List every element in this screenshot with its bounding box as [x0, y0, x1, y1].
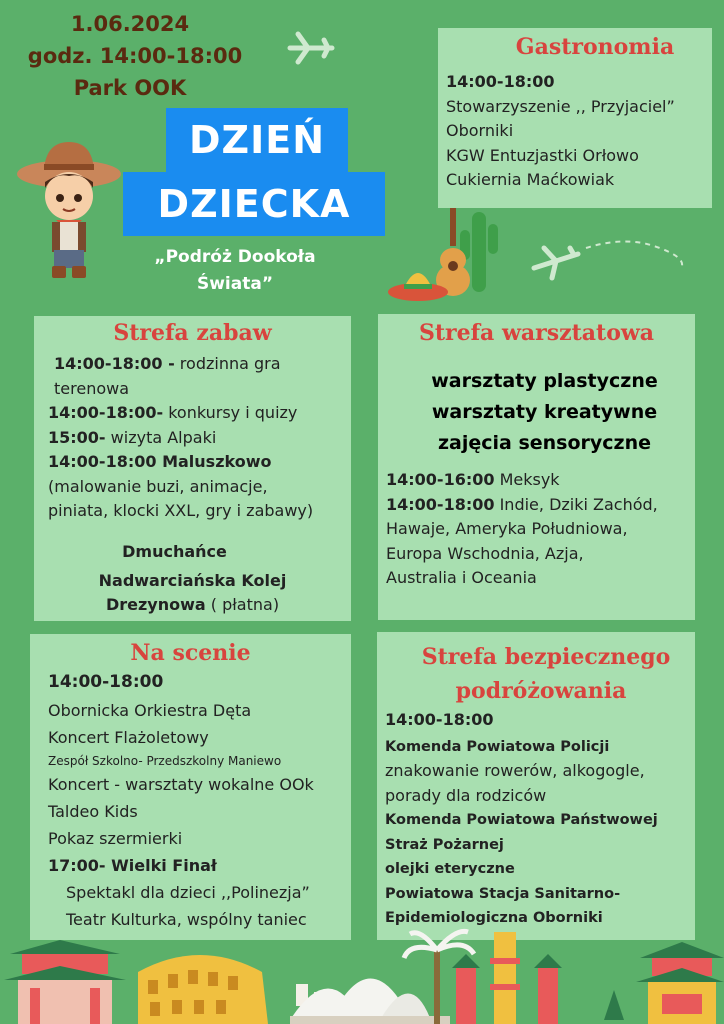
- strefa-bezpieczenstwa-section: [377, 632, 695, 940]
- na-scenie-section: [30, 634, 351, 940]
- cowboy-boy-illustration: [14, 136, 124, 281]
- zabaw-item-1: 14:00-18:00 - rodzinna gra: [54, 354, 281, 373]
- subtitle-line-2: Świata”: [196, 274, 274, 294]
- strefa-warsztatowa-section: [378, 314, 695, 620]
- na-scenie-heading: Na scenie: [130, 640, 251, 666]
- workshop-type-2: warsztaty kreatywne: [431, 401, 658, 423]
- gastronomia-time: 14:00-18:00: [446, 72, 555, 91]
- zabaw-item-4-desc-1: (malowanie buzi, animacje,: [48, 476, 268, 496]
- safety-org-2-cont: Straż Pożarnej: [385, 836, 504, 853]
- stage-act-2-performer: Zespół Szkolno- Przedszkolny Maniewo: [48, 753, 282, 768]
- gastronomia-vendor-2: KGW Entuzjastki Orłowo: [446, 145, 639, 165]
- safety-org-1: Komenda Powiatowa Policji: [385, 738, 610, 755]
- zabaw-item-3: 15:00- wizyta Alpaki: [48, 427, 217, 447]
- strefa-zabaw-heading: Strefa zabaw: [113, 320, 272, 346]
- zabaw-item-4-desc-2: piniata, klocki XXL, gry i zabawy): [48, 501, 314, 520]
- bezpieczenstwa-heading-1: Strefa bezpiecznego: [421, 644, 671, 670]
- workshop-schedule-1: 14:00-16:00 Meksyk: [386, 470, 560, 489]
- stage-finale: 17:00- Wielki Finał: [48, 855, 217, 875]
- safety-org-3-cont: Epidemiologiczna Oborniki: [385, 910, 603, 926]
- zabaw-item-1-cont: terenowa: [54, 378, 130, 398]
- event-time: godz. 14:00-18:00: [27, 44, 243, 68]
- gastronomia-vendor-1: Stowarzyszenie ,, Przyjaciel”: [446, 96, 675, 116]
- workshop-type-3: zajęcia sensoryczne: [437, 432, 652, 454]
- airplane-icon: [286, 28, 336, 68]
- zabaw-item-4: 14:00-18:00 Maluszkowo: [48, 452, 272, 471]
- zabaw-item-5: Dmuchańce: [122, 542, 227, 561]
- stage-act-1: Obornicka Orkiestra Dęta: [48, 700, 252, 720]
- stage-act-2: Koncert Flażoletowy: [48, 727, 209, 747]
- stage-act-3: Koncert - warsztaty wokalne OOk: [48, 774, 314, 794]
- strefa-zabaw-section: [34, 316, 351, 621]
- event-place: Park OOK: [73, 76, 187, 100]
- bezpieczenstwa-heading-2: podróżowania: [455, 678, 627, 704]
- gastronomia-vendor-1b: Oborniki: [446, 121, 514, 140]
- safety-org-2-desc: olejki eteryczne: [385, 861, 515, 877]
- stage-act-4: Taldeo Kids: [48, 801, 138, 821]
- safety-org-1-desc-1: znakowanie rowerów, alkogogle,: [385, 761, 645, 780]
- workshop-type-1: warsztaty plastyczne: [431, 370, 658, 392]
- title-line-2: DZIECKA: [123, 172, 385, 236]
- safety-time: 14:00-18:00: [385, 710, 494, 729]
- flight-path-decoration: [584, 236, 684, 276]
- workshop-schedule-2c: Europa Wschodnia, Azja,: [386, 543, 584, 563]
- stage-time: 14:00-18:00: [48, 672, 164, 692]
- event-date: 1.06.2024: [70, 12, 190, 36]
- safety-org-2: Komenda Powiatowa Państwowej: [385, 812, 658, 828]
- safety-org-3: Powiatowa Stacja Sanitarno-: [385, 885, 621, 902]
- gastronomia-section: [438, 28, 712, 208]
- stage-finale-detail-2: Teatr Kulturka, wspólny taniec: [66, 909, 307, 929]
- strefa-warsztatowa-heading: Strefa warsztatowa: [418, 320, 655, 346]
- sombrero-guitar-cactus-illustration: [388, 196, 508, 308]
- workshop-schedule-2d: Australia i Oceania: [386, 568, 537, 587]
- safety-org-1-desc-2: porady dla rodziców: [385, 785, 547, 805]
- title-line-1: DZIEŃ: [166, 108, 348, 172]
- stage-finale-detail-1: Spektakl dla dzieci ,,Polinezja”: [66, 882, 310, 902]
- zabaw-item-6: Nadwarciańska Kolej: [98, 570, 287, 590]
- subtitle-line-1: „Podróż Dookoła: [154, 247, 316, 267]
- airplane-icon: [530, 242, 584, 282]
- world-landmarks-illustration: [0, 928, 724, 1024]
- zabaw-item-2: 14:00-18:00- konkursy i quizy: [48, 403, 298, 422]
- gastronomia-heading: Gastronomia: [515, 34, 675, 60]
- stage-act-5: Pokaz szermierki: [48, 828, 183, 848]
- zabaw-item-6-cont: Drezynowa ( płatna): [105, 595, 280, 614]
- workshop-schedule-2b: Hawaje, Ameryka Południowa,: [386, 519, 628, 538]
- gastronomia-vendor-3: Cukiernia Maćkowiak: [446, 170, 615, 189]
- workshop-schedule-2: 14:00-18:00 Indie, Dziki Zachód,: [386, 494, 658, 514]
